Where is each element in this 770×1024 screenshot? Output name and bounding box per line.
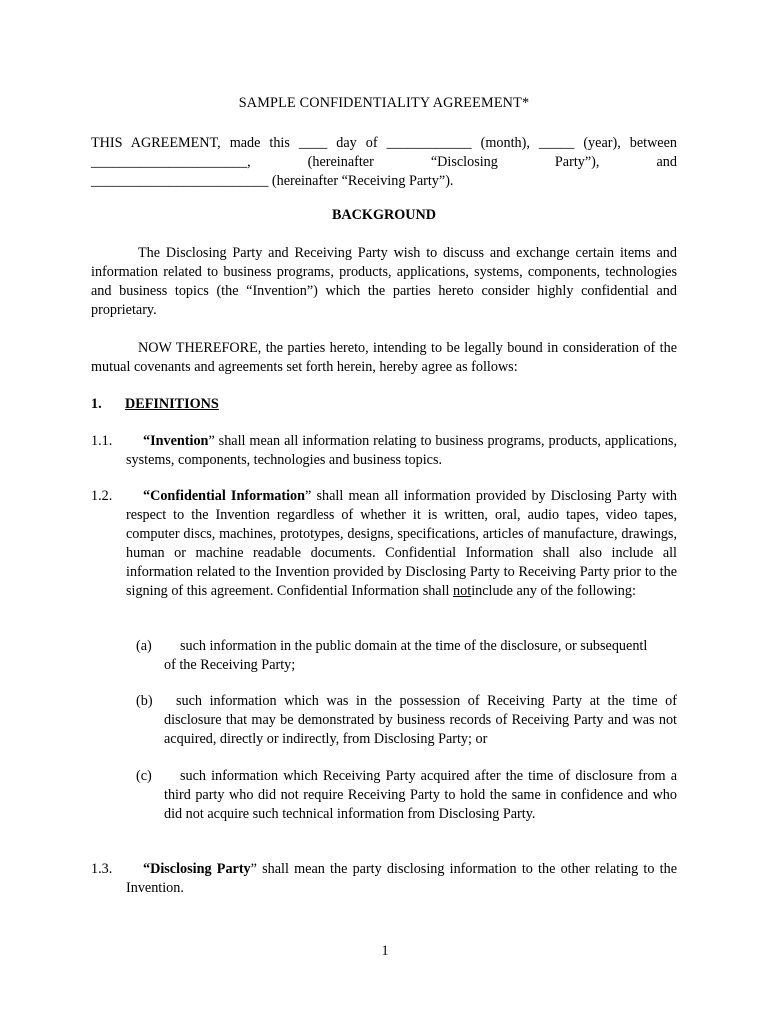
intro-line-3: _________________________ (hereinafter “Receiving Party”). bbox=[91, 173, 454, 189]
exclusion-label: (c) bbox=[136, 768, 152, 784]
intro-word: and bbox=[656, 154, 677, 170]
section-title: DEFINITIONS bbox=[125, 396, 219, 412]
background-paragraph: The Disclosing Party and Receiving Party wish to discuss and exchange certain items and information related to business programs, products, applications, systems, components, technologies and business topics (the “Invention”) which the parties hereto consider highly confidential and proprietary. bbox=[91, 245, 677, 318]
emphasis-not: not bbox=[453, 583, 472, 599]
definition-text bbox=[126, 487, 677, 601]
intro-paragraph bbox=[91, 134, 677, 191]
definition-text bbox=[126, 432, 677, 470]
intro-word: “Disclosing bbox=[430, 154, 498, 170]
definition-number: 1.3. bbox=[91, 861, 113, 877]
exclusion-label: (b) bbox=[136, 693, 153, 709]
defined-term: “Invention bbox=[143, 433, 209, 449]
definition-number: 1.2. bbox=[91, 488, 113, 504]
definition-1-2 bbox=[91, 487, 677, 601]
now-therefore-paragraph: NOW THEREFORE, the parties hereto, intending to be legally bound in consideration of the mutual covenants and agreements set forth herein, hereby agree as follows: bbox=[91, 340, 677, 375]
intro-word: ______________________, bbox=[91, 154, 251, 170]
exclusion-text: such information which was in the possession of Receiving Party at the time of disclosure that may be demonstrated by business records of Receiving Party and was not acquired, directly or indirectly, from Disclosing Party; or bbox=[164, 693, 677, 747]
document-title: SAMPLE CONFIDENTIALITY AGREEMENT* bbox=[238, 95, 530, 111]
exclusion-text: such information which Receiving Party acquired after the time of disclosure from a third party who did not require Receiving Party to hold the same in confidence and who did not acquire such technical information from Disclosing Party. bbox=[164, 768, 677, 822]
intro-line-1 bbox=[91, 134, 677, 153]
page-number: 1 bbox=[381, 943, 389, 959]
definition-body: ” shall mean all information provided by Disclosing Party with respect to the Invention regardless of whether it is written, oral, audio tapes, video tapes, computer discs, machines, prototypes, designs, specifications, articles of manufacture, drawings, human or machine readable documents. Confidential Information shall also include all information related to the Invention provided by Disclosing Party to Receiving Party prior to the signing of this agreement. Confidential Information shall bbox=[126, 488, 677, 599]
definition-tail: include any of the following: bbox=[471, 583, 636, 599]
section-number: 1. bbox=[91, 396, 102, 412]
intro-line-1-text: THIS AGREEMENT, made this ____ day of ____________ (month), _____ (year), between bbox=[91, 135, 677, 151]
definition-1-3 bbox=[91, 860, 677, 898]
definition-number: 1.1. bbox=[91, 433, 113, 449]
intro-line-2 bbox=[91, 153, 677, 172]
defined-term: “Disclosing Party bbox=[143, 861, 251, 877]
defined-term: “Confidential Information bbox=[143, 488, 306, 504]
exclusion-text bbox=[164, 637, 677, 675]
exclusion-b bbox=[136, 692, 677, 749]
section-heading bbox=[91, 395, 677, 414]
intro-word: Party”), bbox=[554, 154, 600, 170]
exclusion-label: (a) bbox=[136, 638, 152, 654]
exclusion-c bbox=[136, 767, 677, 824]
background-heading bbox=[91, 206, 677, 225]
definition-1-1 bbox=[91, 432, 677, 470]
exclusion-a bbox=[136, 637, 677, 675]
exclusion-line: of the Receiving Party; bbox=[164, 657, 296, 673]
definition-body: ” shall mean all information relating to business programs, products, applications, systems, components, technologies and business topics. bbox=[126, 433, 677, 468]
exclusion-line: such information in the public domain at the time of the disclosure, or subsequentl bbox=[180, 638, 648, 654]
intro-word: (hereinafter bbox=[307, 154, 374, 170]
definition-text bbox=[126, 860, 677, 898]
background-heading-text: BACKGROUND bbox=[331, 207, 437, 223]
definition-body: ” shall mean the party disclosing information to the other relating to the Invention. bbox=[126, 861, 677, 896]
